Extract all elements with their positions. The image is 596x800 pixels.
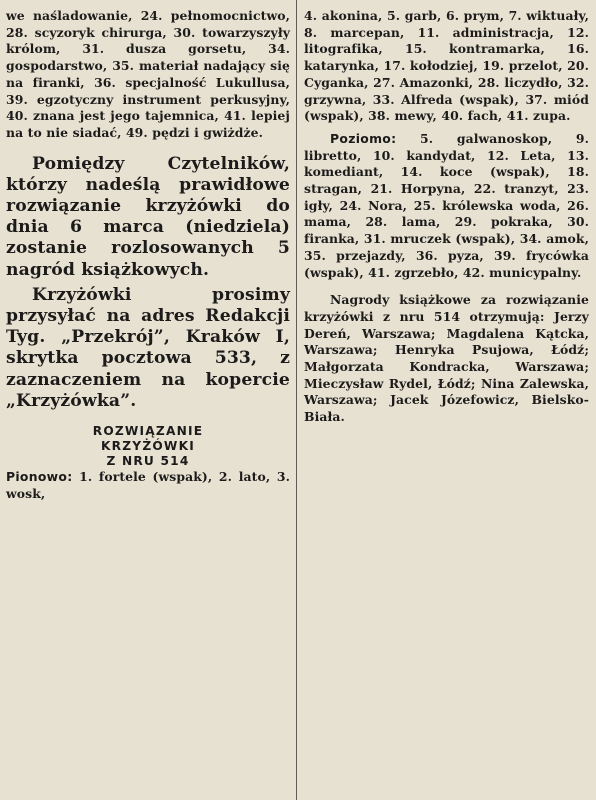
pionowo-section [6,469,290,502]
announcement-paragraph-2: Krzyżówki prosimy przysyłać na adres Redakcji Tyg. „Przekrój”, Kraków I, skrytka pocztowa 533, z zaznaczeniem na kopercie „Krzyżówka”. [6,284,290,411]
poziomo-section [304,131,589,281]
pionowo-label: Pionowo: [6,469,73,485]
solution-heading-line-1: ROZWIĄZANIE [92,424,204,439]
column-divider [296,0,297,800]
solution-heading-line-3: Z NRU 514 [106,454,190,469]
poziomo-text: 5. galwanoskop, 9. libretto, 10. kandydat, 12. Leta, 13. komediant, 14. koce (wspak), 18. stragan, 21. Horpyna, 22. tranzyt, 23. igły, 24. Nora, 25. królewska woda, 26. mama, 28. lama, 29. pokraka, 30. firanka, 31. mruczek (wspak), 34. amok, 35. przejazdy, 36. pyza, 39. frycówka (wspak), 41. zgrzebło, 42. municypalny. [304,130,589,280]
pionowo-continued: 4. akonina, 5. garb, 6. prym, 7. wiktuały, 8. marcepan, 11. administracja, 12. litografika, 15. kontramarka, 16. katarynka, 17. kołodziej, 19. przelot, 20. Cyganka, 27. Amazonki, 28. liczydło, 32. grzywna, 33. Alfreda (wspak), 37. miód (wspak), 38. mewy, 40. fach, 41. zupa. [304,8,589,124]
left-column [6,8,290,502]
solution-heading-line-2: KRZYŻÓWKI [101,439,195,454]
right-column [304,8,589,426]
poziomo-label: Poziomo: [330,130,397,146]
pionowo-text: 1. fortele (wspak), 2. lato, 3. wosk, [6,469,290,501]
winners-paragraph: Nagrody książkowe za rozwiązanie krzyżówki z nru 514 otrzymują: Jerzy Dereń, Warszawa; Magdalena Kątcka, Warszawa; Henryka Psujowa, Łódź; Małgorzata Kondracka, Warszawa; Mieczysław Rydel, Łódź; Nina Zalewska, Warszawa; Jacek Józefowicz, Bielsko-Biała. [304,292,589,425]
announcement-paragraph-1: Pomiędzy Czytelników, którzy nadeślą prawidłowe rozwiązanie krzyżówki do dnia 6 marca (niedziela) zostanie rozlosowanych 5 nagród książkowych. [6,153,290,280]
continued-clues: we naśladowanie, 24. pełnomocnictwo, 28. scyzoryk chirurga, 30. towarzyszyły królom, 31. dusza gorsetu, 34. gospodarstwo, 35. materiał nadający się na firanki, 36. specjalność Lukullusa, 39. egzotyczny instrument perkusyjny, 40. znana jest jego tajemnica, 41. lepiej na to nie siadać, 49. pędzi i gwiżdże. [6,8,290,140]
